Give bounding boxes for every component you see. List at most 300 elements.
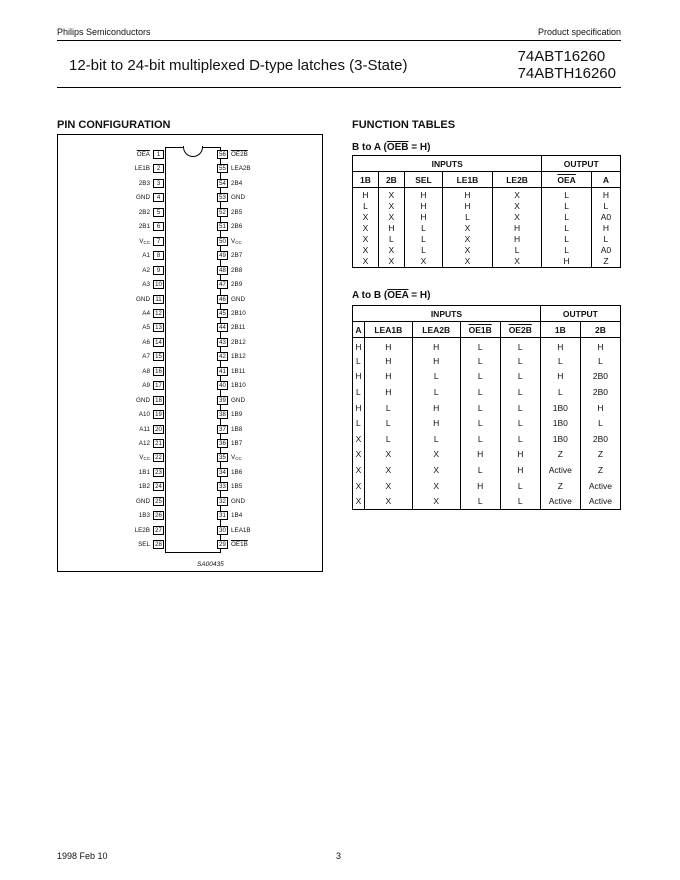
pin-label-text: 2B5 [231,208,243,216]
pin-label-left [40,295,150,305]
table-row [353,384,621,400]
column-header-text: $\overline{OEA}$ [557,174,576,185]
table-cell: L [460,384,500,400]
table-row [353,478,621,494]
pin-label-text: GND [136,295,150,303]
pin-label-left [40,237,150,247]
pin-number: 17 [153,381,164,390]
pin-label-right [231,252,242,259]
pin-label-text: A5 [142,324,150,332]
table-row [353,369,621,385]
pin-label [40,310,150,317]
pin-label-subscript: CC [235,239,242,245]
pin-number: 10 [153,280,164,289]
pin-number: 47 [217,280,228,289]
pin-label-subscript: CC [143,456,150,462]
column-header-text: LE2B [506,174,528,185]
column-header-text: LEA2B [422,324,451,335]
pin-label-right [231,512,242,519]
pin-number: 24 [153,482,164,491]
pin-label-left [40,526,150,536]
pin-number: 43 [217,338,228,347]
table-cell: H [412,338,460,354]
table-cell: X [492,256,542,267]
pin-number: 50 [217,237,228,246]
table-cell: A0 [591,245,620,256]
pin-label-text: 2B4 [231,179,243,187]
table-cell: X [412,447,460,463]
pin-label-text: 1B10 [231,382,246,390]
pin-number: 12 [153,309,164,318]
table-cell: H [364,384,412,400]
pin-label [40,238,150,245]
pin-label [40,194,150,201]
table-row [353,234,621,245]
table-cell: X [492,200,542,211]
pin-label [40,296,150,303]
part-numbers [518,48,616,82]
pin-label-left [40,511,150,521]
pin-label [40,512,150,519]
table-cell: H [540,369,580,385]
table-cell: L [364,431,412,447]
table-cell: X [355,480,362,491]
column-header [492,172,542,188]
table-cell: L [542,222,591,233]
pin-label-text: A12 [138,440,150,447]
pin-number: 46 [217,295,228,304]
table-cell: Z [540,478,580,494]
column-header-row [353,172,621,188]
pin-label [40,368,150,375]
table-cell: H [404,188,442,201]
table-row [353,338,621,354]
pin-label-left [40,396,150,406]
pin-number: 45 [217,309,228,318]
table-cell: H [404,211,442,222]
function-tables-title: FUNCTION TABLES [352,119,456,131]
table-cell: H [364,338,412,354]
output-header: OUTPUT [542,156,621,172]
pin-label [40,527,150,534]
table-cell: L [542,245,591,256]
pin-number: 2 [153,164,164,173]
table-cell: 1B0 [540,431,580,447]
table-cell: X [364,447,412,463]
pin-config-title: PIN CONFIGURATION [57,119,171,131]
pin-label [40,281,150,288]
pin-label-text: GND [231,295,245,303]
caption-text: A to B ( [352,290,388,301]
table-cell: X [404,256,442,267]
pin-number: 9 [153,266,164,275]
pin-number: 52 [217,208,228,217]
pin-number: 27 [153,526,164,535]
column-header-text: LEA1B [374,324,403,335]
column-header [542,172,591,188]
pin-label-text: A3 [142,281,150,289]
pin-label-right [231,440,242,447]
pin-label [40,498,150,505]
table-cell: H [492,222,542,233]
pin-label-right [231,353,246,360]
pin-label-text: 2B10 [231,309,246,317]
pin-label-text: A4 [142,309,150,317]
pin-number: 48 [217,266,228,275]
pin-label-text: A8 [142,367,150,375]
diagram-code: SA00435 [197,561,224,568]
column-header-text: OE2B [508,324,532,335]
table-cell: H [412,353,460,369]
table-cell: X [362,245,369,256]
pin-number: 38 [217,410,228,419]
pin-label-text: A1 [142,252,150,260]
part-number-1: 74ABT16260 [517,48,606,65]
table-cell: 2B0 [580,369,620,385]
pin-label-right [231,368,245,375]
table-cell: L [500,431,540,447]
table-cell: H [412,400,460,416]
column-header-text: LE1B [456,174,479,185]
table-cell: X [378,188,404,201]
pin-label-text: 2B8 [231,266,243,274]
group-header-row [353,156,621,172]
table-cell: L [356,387,361,398]
pin-number: 21 [153,439,164,448]
table-cell: H [364,369,412,385]
part-number-2: 74ABTH16260 [517,65,616,82]
pin-number: 22 [153,453,164,462]
table-row [353,400,621,416]
a-to-b-caption [352,290,430,301]
table-cell: H [540,338,580,354]
pin-label-right [231,209,242,216]
pin-label-text: 2B1 [138,223,150,231]
table-cell: H [355,371,362,382]
pin-label-text: 1B7 [231,440,243,447]
table-cell: L [356,418,361,429]
column-header [591,172,620,188]
pin-label [40,454,150,461]
table-cell: L [460,369,500,385]
pin-label-left [40,482,150,492]
pin-label-text: A7 [142,353,150,361]
table-row [353,415,621,431]
column-header [443,172,493,188]
pin-label-right [231,238,242,245]
pin-label-subscript: CC [143,239,150,245]
document-title: 12-bit to 24-bit multiplexed D-type latches (3-State) [69,57,408,74]
footer-date: 1998 Feb 10 [57,851,108,861]
table-cell: H [500,447,540,463]
pin-number: 1 [153,150,164,159]
pin-number: 55 [217,164,228,173]
pin-label-right [231,180,242,187]
pin-label-right [231,165,251,172]
pin-label-text: $\overline{OEA}$ [136,151,150,158]
pin-number: 8 [153,251,164,260]
pin-label [40,483,150,490]
caption-text: B to A ( [352,142,387,153]
pin-label [40,411,150,418]
pin-label [40,339,150,346]
pin-label-text: V [139,237,144,245]
pin-number: 32 [217,497,228,506]
pin-label-right [231,310,246,317]
table-cell: X [412,462,460,478]
column-header-text: 1B [360,174,371,185]
table-cell: L [378,234,404,245]
pin-label [40,397,150,404]
table-cell: 1B0 [540,415,580,431]
pin-label [40,469,150,476]
pin-number: 14 [153,338,164,347]
pin-label-text: 2B3 [138,179,150,187]
pin-label-right [231,151,248,158]
table-cell: Active [540,493,580,509]
table-cell: H [460,447,500,463]
pin-label-text: A2 [142,266,150,274]
table-cell: H [378,222,404,233]
table-cell: X [362,256,369,267]
pin-label-left [40,410,150,420]
pin-label [40,353,150,360]
pin-label [40,209,150,216]
column-header-text: 1B [554,324,566,335]
table-cell: X [364,478,412,494]
table-cell: Z [540,447,580,463]
table-cell: L [412,431,460,447]
pin-label [40,426,150,433]
table-cell: Active [540,462,580,478]
pin-label-right [231,296,245,303]
pin-label-right [231,541,248,548]
pin-label-right [231,411,242,418]
table-cell: X [362,234,369,245]
pin-label-left [40,179,150,189]
pin-label-left [40,323,150,333]
table-row [353,188,621,201]
column-header [500,322,540,338]
table-row [353,493,621,509]
table-row [353,200,621,211]
pin-label-right [231,483,242,490]
column-header [412,322,460,338]
pin-label [40,267,150,274]
table-cell: A0 [591,211,620,222]
table-cell: H [364,353,412,369]
pin-label-right [231,382,246,389]
table-cell: L [500,478,540,494]
pin-number: 6 [153,222,164,231]
column-header-text: 2B [385,174,397,185]
pin-label-right [231,194,245,201]
pin-number: 42 [217,352,228,361]
pin-label-left [40,150,150,160]
pin-label-left [40,425,150,435]
table-cell: L [460,338,500,354]
pin-number: 41 [217,367,228,376]
table-cell: L [500,369,540,385]
table-cell: H [460,478,500,494]
pin-number: 5 [153,208,164,217]
pin-label-text: 1B11 [231,367,246,375]
pin-label-text: A9 [142,382,150,390]
table-cell: H [443,200,493,211]
pin-number: 28 [153,540,164,549]
table-cell: X [492,188,542,201]
table-cell: L [542,234,591,245]
table-cell: L [580,353,620,369]
table-cell: H [355,341,362,352]
pin-label-text: GND [136,497,150,505]
pin-label-text: SEL [138,541,150,549]
pin-label-text: LE1B [134,165,150,173]
table-cell: L [500,415,540,431]
pin-number: 19 [153,410,164,419]
caption-signal: $\overline{OEB}$ [386,142,409,153]
pin-number: 54 [217,179,228,188]
pin-label-text: 1B5 [231,483,243,491]
table-cell: 2B0 [580,384,620,400]
table-cell: Z [580,447,620,463]
table-cell: X [355,449,362,460]
pin-label-right [231,339,246,346]
table-cell: H [355,402,362,413]
pin-number: 11 [153,295,164,304]
table-cell: X [378,200,404,211]
pin-number: 29 [217,540,228,549]
pin-number: 37 [217,425,228,434]
pin-number: 35 [217,453,228,462]
table-cell: L [460,400,500,416]
table-cell: L [540,353,580,369]
b-to-a-caption [352,142,430,153]
pin-label-right [231,397,245,404]
table-cell: X [412,493,460,509]
table-cell: L [460,493,500,509]
pin-label [40,541,150,548]
pin-label-text: 1B1 [138,468,150,476]
pin-label [40,165,150,172]
pin-number: 44 [217,323,228,332]
column-header-row [353,322,621,338]
pin-label-left [40,338,150,348]
pin-label-right [231,426,242,433]
pin-label [40,440,150,447]
table-cell: X [364,462,412,478]
pin-label-text: 2B12 [231,338,246,346]
pin-number: 15 [153,352,164,361]
table-cell: L [404,234,442,245]
pin-label-right [231,498,245,505]
pin-label-right [231,223,242,230]
pin-label-text: LE2B [134,526,150,534]
table-cell: X [443,245,493,256]
column-header [540,322,580,338]
column-header [353,322,365,338]
table-cell: H [443,188,493,201]
table-row [353,222,621,233]
pin-label-left [40,208,150,218]
table-row [353,431,621,447]
pin-number: 3 [153,179,164,188]
pin-label-left [40,468,150,478]
pin-label-text: A6 [142,338,150,346]
a-to-b-table [352,305,621,510]
pin-label-left [40,381,150,391]
pin-label-text: 1B2 [138,483,150,491]
table-cell: L [500,338,540,354]
table-cell: L [500,493,540,509]
table-cell: L [356,355,361,366]
pin-label-text: A10 [138,411,150,419]
table-cell: L [500,384,540,400]
caption-signal: $\overline{OEA}$ [387,290,409,301]
table-row [353,245,621,256]
column-header [580,322,620,338]
pin-label-left [40,497,150,507]
table-cell: 2B0 [580,431,620,447]
pin-label-text: A11 [139,425,150,433]
table-cell: Active [580,478,620,494]
column-header-text: SEL [415,174,432,185]
pin-label-text: GND [231,396,245,404]
table-cell: L [364,415,412,431]
pin-number: 13 [153,323,164,332]
column-header [378,172,404,188]
b-to-a-table [352,155,621,268]
column-header-text: A [355,324,362,335]
table-cell: L [540,384,580,400]
pin-label [40,151,150,158]
pin-label-right [231,527,251,534]
column-header-text: 2B [595,324,606,335]
pin-label-right [231,267,242,274]
pin-label-right [231,454,242,461]
table-row [353,447,621,463]
pin-label [40,324,150,331]
pin-label-text: V [139,454,144,462]
table-cell: X [443,234,493,245]
pin-label [40,223,150,230]
table-cell: L [492,245,542,256]
table-cell: H [591,188,620,201]
table-cell: L [460,462,500,478]
pin-label-text: 1B4 [231,512,243,520]
pin-label-left [40,367,150,377]
pin-number: 33 [217,482,228,491]
pin-label-left [40,453,150,463]
pin-label-left [40,352,150,362]
pin-label-text: 1B6 [231,468,243,476]
table-cell: Z [591,256,620,267]
column-header [353,172,379,188]
inputs-header: INPUTS [353,156,542,172]
pin-label-right [231,281,242,288]
table-row [353,353,621,369]
column-header [404,172,442,188]
table-cell: L [542,188,591,201]
table-cell: L [580,415,620,431]
table-cell: X [492,211,542,222]
table-cell: L [363,200,368,211]
pin-label-text: LEA2B [231,165,251,173]
table-cell: X [378,211,404,222]
pin-label-left [40,266,150,276]
header-spec-type: Product specification [537,27,621,37]
pin-number: 26 [153,511,164,520]
